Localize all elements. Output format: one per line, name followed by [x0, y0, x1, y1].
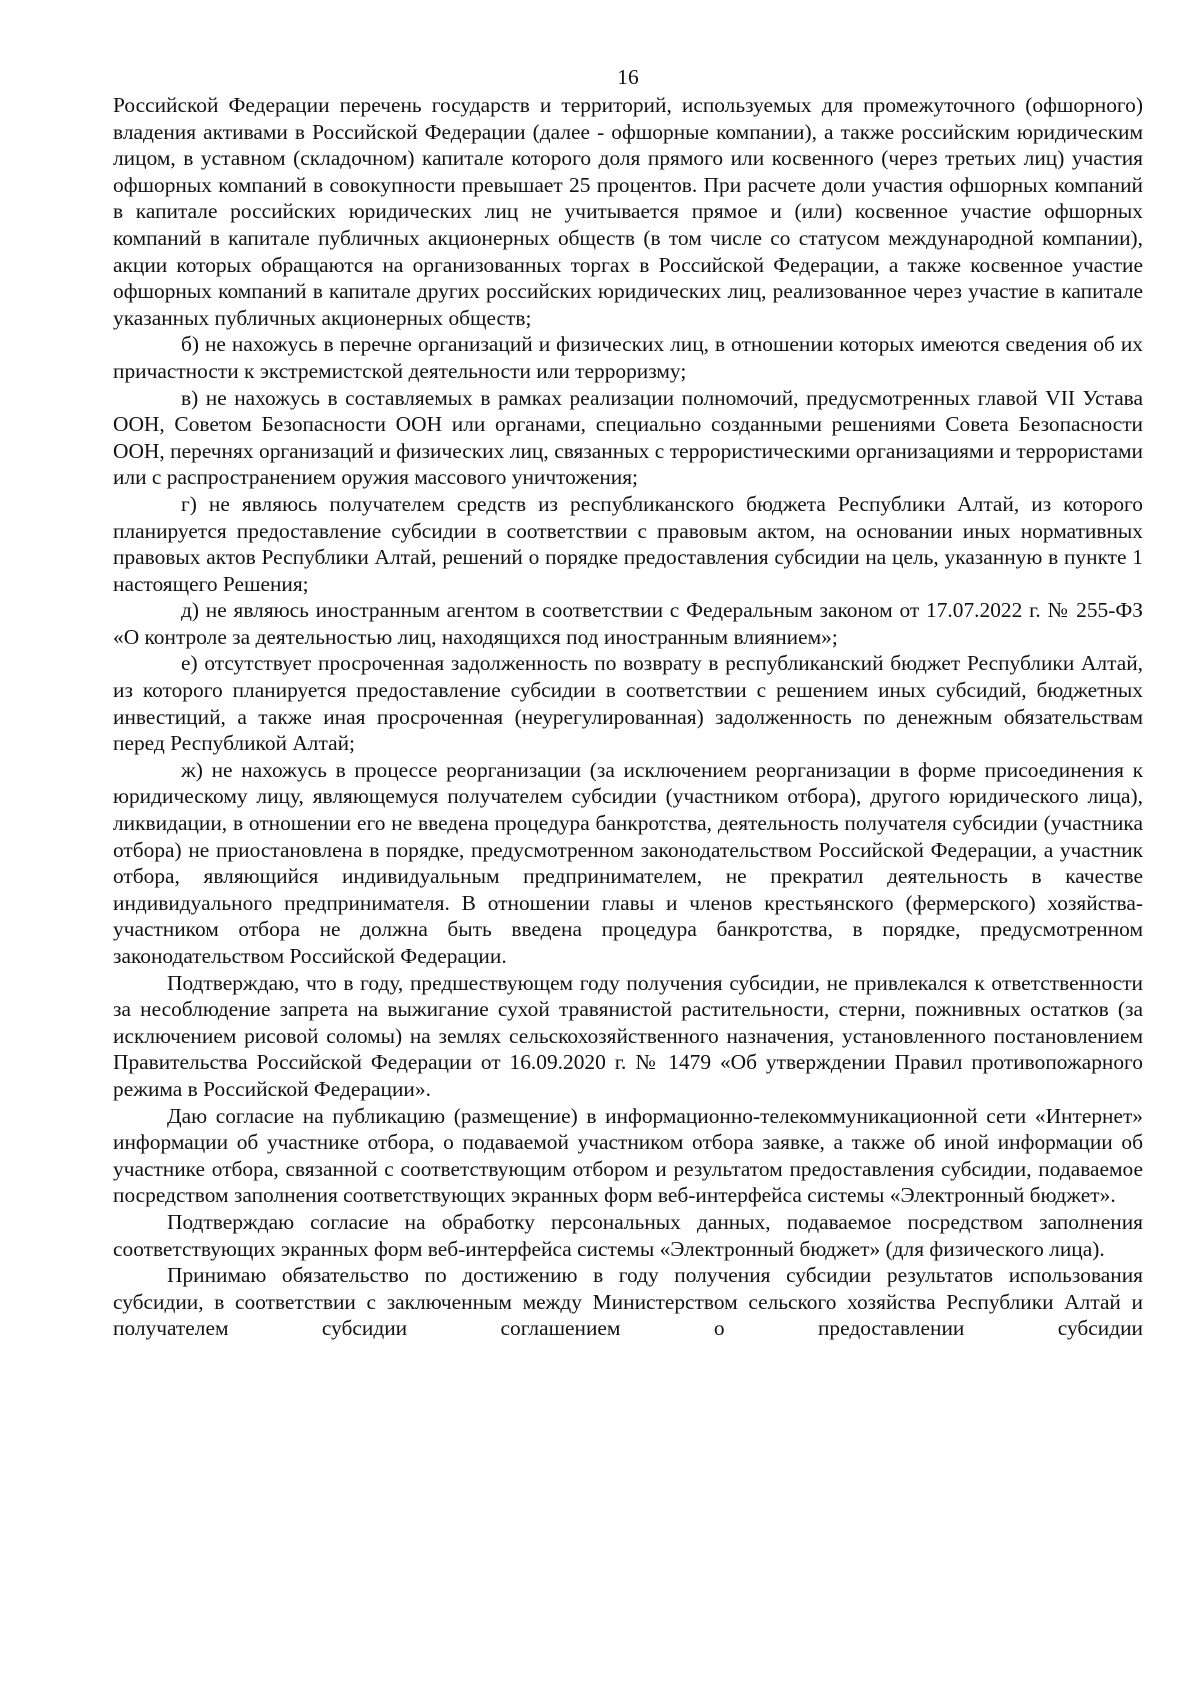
paragraph-item-g: г) не являюсь получателем средств из республиканского бюджета Республики Алтай, из которого планируется предоставление субсидии в соответствии с правовым актом, на основании иных нормативных правовых актов Республики Алтай, решений о порядке предоставления субсидии на цель, указанную в пункте 1 настоящего Решения; — [113, 491, 1143, 596]
paragraph-item-b: б) не нахожусь в перечне организаций и физических лиц, в отношении которых имеются сведения об их причастности к экстремистской деятельности или терроризму; — [113, 332, 1143, 383]
page-number: 16 — [617, 65, 639, 89]
paragraph-item-d: д) не являюсь иностранным агентом в соответствии с Федеральным законом от 17.07.2022 г. № 255-ФЗ «О контроле за деятельностью лиц, находящихся под иностранным влиянием»; — [113, 598, 1143, 649]
paragraph-offshore-continuation: Российской Федерации перечень государств и территорий, используемых для промежуточного (офшорного) владения активами в Российской Федерации (далее - офшорные компании), а также российским юридическим лицом, в уставном (складочном) капитале которого доля прямого или косвенного (через третьих лиц) участия офшорных компаний в совокупности превышает 25 процентов. При расчете доли участия офшорных компаний в капитале российских юридических лиц не учитывается прямое и (или) косвенное участие офшорных компаний в капитале публичных акционерных обществ (в том числе со статусом международной компании), акции которых обращаются на организованных торгах в Российской Федерации, а также косвенное участие офшорных компаний в капитале других российских юридических лиц, реализованное через участие в капитале указанных публичных акционерных обществ; — [113, 93, 1143, 330]
paragraph-personal-data-consent: Подтверждаю согласие на обработку персональных данных, подаваемое посредством заполнения соответствующих экранных форм веб-интерфейса системы «Электронный бюджет» (для физического лица). — [113, 1209, 1143, 1261]
paragraph-item-e: е) отсутствует просроченная задолженность по возврату в республиканский бюджет Республики Алтай, из которого планируется предоставление субсидии в соответствии с решением иных субсидий, бюджетных инвестиций, а также иная просроченная (неурегулированная) задолженность по денежным обязательствам перед Республикой Алтай; — [113, 651, 1143, 756]
paragraph-item-v: в) не нахожусь в составляемых в рамках реализации полномочий, предусмотренных главой VII Устава ООН, Советом Безопасности ООН или органами, специально созданными решениями Совета Безопасности ООН, перечнях организаций и физических лиц, связанных с террористическими организациями и террористами или с распространением оружия массового уничтожения; — [113, 385, 1143, 490]
paragraph-obligation: Принимаю обязательство по достижению в году получения субсидии результатов использования субсидии, в соответствии с заключенным между Министерством сельского хозяйства Республики Алтай и получателем субсидии соглашением о предоставлении субсидии — [113, 1263, 1143, 1341]
paragraph-item-zh: ж) не нахожусь в процессе реорганизации (за исключением реорганизации в форме присоединения к юридическому лицу, являющемуся получателем субсидии (участником отбора), другого юридического лица), ликвидации, в отношении его не введена процедура банкротства, деятельность получателя субсидии (участника отбора) не приостановлена в порядке, предусмотренном законодательством Российской Федерации, а участник отбора, являющийся индивидуальным предпринимателем, не прекратил деятельность в качестве индивидуального предпринимателя. В отношении главы и членов крестьянского (фермерского) хозяйства-участником отбора не должна быть введена процедура банкротства, в порядке, предусмотренном законодательством Российской Федерации. — [113, 757, 1143, 968]
document-page — [113, 64, 1143, 1342]
paragraph-burning-confirmation: Подтверждаю, что в году, предшествующем году получения субсидии, не привлекался к ответственности за несоблюдение запрета на выжигание сухой травянистой растительности, стерни, пожнивных остатков (за исключением рисовой соломы) на землях сельскохозяйственного назначения, установленного постановлением Правительства Российской Федерации от 16.09.2020 г. № 1479 «Об утверждении Правил противопожарного режима в Российской Федерации». — [113, 970, 1143, 1101]
paragraph-publication-consent: Даю согласие на публикацию (размещение) в информационно-телекоммуникационной сети «Интернет» информации об участнике отбора, о подаваемой участником отбора заявке, а также об иной информации об участнике отбора, связанной с соответствующим отбором и результатом предоставления субсидии, подаваемое посредством заполнения соответствующих экранных форм веб-интерфейса системы «Электронный бюджет». — [113, 1103, 1143, 1208]
